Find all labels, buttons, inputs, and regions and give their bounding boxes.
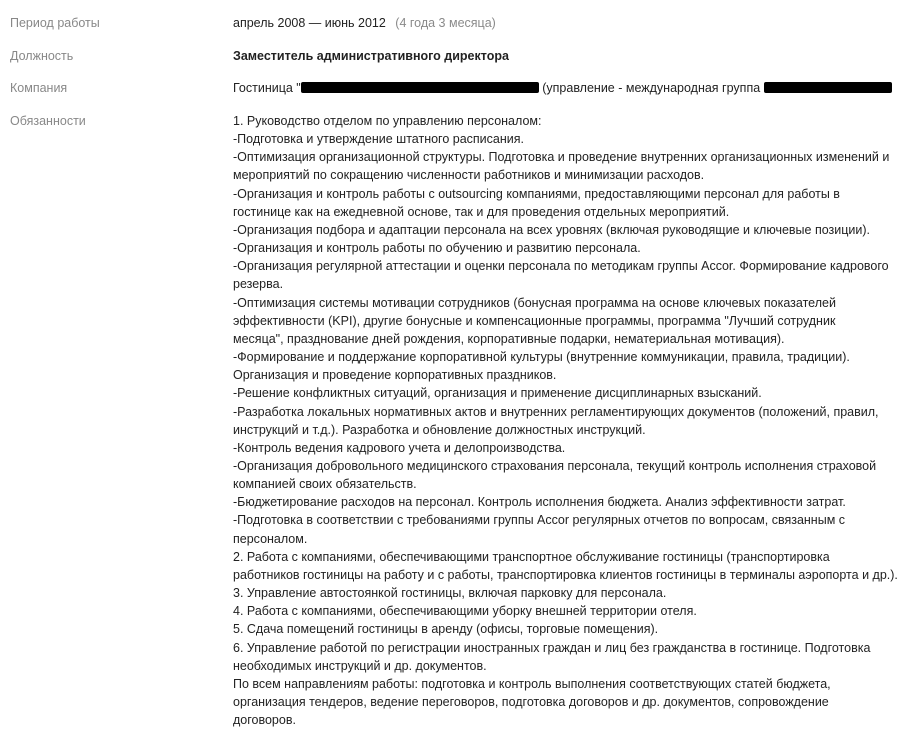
duty-line: инструкций и т.д.). Разработка и обновление должностных инструкций. xyxy=(233,422,646,437)
redaction-mark xyxy=(764,82,892,93)
company-label: Компания xyxy=(10,81,68,95)
redaction-mark xyxy=(301,82,539,93)
duty-line: -Подготовка в соответствии с требованиями группы Accor регулярных отчетов по вопросам, связанным с xyxy=(233,513,846,528)
duty-line: резерва. xyxy=(233,277,284,292)
company-prefix: Гостиница " xyxy=(233,81,301,95)
duty-line: договоров. xyxy=(233,713,296,728)
company-value xyxy=(233,81,905,95)
duty-line: 1. Руководство отделом по управлению персоналом: xyxy=(233,114,542,128)
duty-line: эффективности (KPI), другие бонусные и компенсационные программы, программа "Лучший сотрудник xyxy=(233,313,836,328)
duty-line: 3. Управление автостоянкой гостиницы, включая парковку для персонала. xyxy=(233,586,667,601)
duty-line: работников гостиницы на работу и с работы, транспортировка клиентов гостиницы в терминалы аэропорта и др.). xyxy=(233,567,898,582)
duty-line: -Подготовка и утверждение штатного расписания. xyxy=(233,132,524,147)
duty-line: -Разработка локальных нормативных актов и внутренних регламентирующих документов (положений, правил, xyxy=(233,404,879,419)
duty-line: 5. Сдача помещений гостиницы в аренду (офисы, торговые помещения). xyxy=(233,622,659,637)
period-value xyxy=(233,16,905,30)
period-dates: апрель 2008 — июнь 2012 xyxy=(233,16,386,30)
duty-line: мероприятий по сокращению численности работников и минимизации расходов. xyxy=(233,168,705,183)
duty-line: -Контроль ведения кадрового учета и делопроизводства. xyxy=(233,440,566,455)
duty-line: месяца", празднование дней рождения, корпоративные подарки, нематериальная мотивация). xyxy=(233,331,785,346)
duty-line: -Организация и контроль работы с outsourcing компаниями, предоставляющими персонал для работы в xyxy=(233,186,840,201)
duties-label: Обязанности xyxy=(10,114,86,128)
duties-text xyxy=(233,112,905,729)
period-label: Период работы xyxy=(10,16,100,30)
duty-line: -Организация регулярной аттестации и оценки персонала по методикам группы Accor. Формирование кадрового xyxy=(233,259,889,274)
company-middle: (управление - международная группа xyxy=(542,81,761,95)
duty-line: организация тендеров, ведение переговоров, подготовка договоров и др. документов, сопровождение xyxy=(233,695,829,709)
duty-line: -Бюджетирование расходов на персонал. Контроль исполнения бюджета. Анализ эффективности затрат. xyxy=(233,495,846,510)
position-label: Должность xyxy=(10,49,74,63)
duty-line: -Решение конфликтных ситуаций, организация и применение дисциплинарных взысканий. xyxy=(233,386,762,401)
duty-line: По всем направлениям работы: подготовка и контроль выполнения соответствующих статей бюджета, xyxy=(233,676,831,691)
duty-line: персоналом. xyxy=(233,531,308,546)
duty-line: гостинице как на ежедневной основе, так и для проведения отдельных мероприятий. xyxy=(233,204,730,219)
duty-line: Организация и проведение корпоративных праздников. xyxy=(233,368,557,383)
duty-line: 2. Работа с компаниями, обеспечивающими транспортное обслуживание гостиницы (транспортировка xyxy=(233,549,830,564)
duty-line: 4. Работа с компаниями, обеспечивающими уборку внешней территории отеля. xyxy=(233,604,697,619)
duty-line: компанией своих обязательств. xyxy=(233,477,417,492)
duty-line: -Оптимизация организационной структуры. Подготовка и проведение внутренних организационных изменений и xyxy=(233,150,890,165)
position-value: Заместитель административного директора xyxy=(233,49,509,63)
duty-line: -Организация и контроль работы по обучению и развитию персонала. xyxy=(233,241,641,256)
period-duration: (4 года 3 месяца) xyxy=(395,16,496,30)
duty-line: -Оптимизация системы мотивации сотрудников (бонусная программа на основе ключевых показателей xyxy=(233,295,836,310)
duty-line: необходимых инструкций и др. документов. xyxy=(233,658,487,673)
duty-line: -Формирование и поддержание корпоративной культуры (внутренние коммуникации, правила, традиции). xyxy=(233,350,850,365)
duty-line: -Организация подбора и адаптации персонала на всех уровнях (включая руководящие и ключевые позиции). xyxy=(233,222,871,237)
duty-line: 6. Управление работой по регистрации иностранных граждан и лиц без гражданства в гостинице. Подготовка xyxy=(233,640,871,655)
duty-line: -Организация добровольного медицинского страхования персонала, текущий контроль исполнения страховой xyxy=(233,458,877,473)
